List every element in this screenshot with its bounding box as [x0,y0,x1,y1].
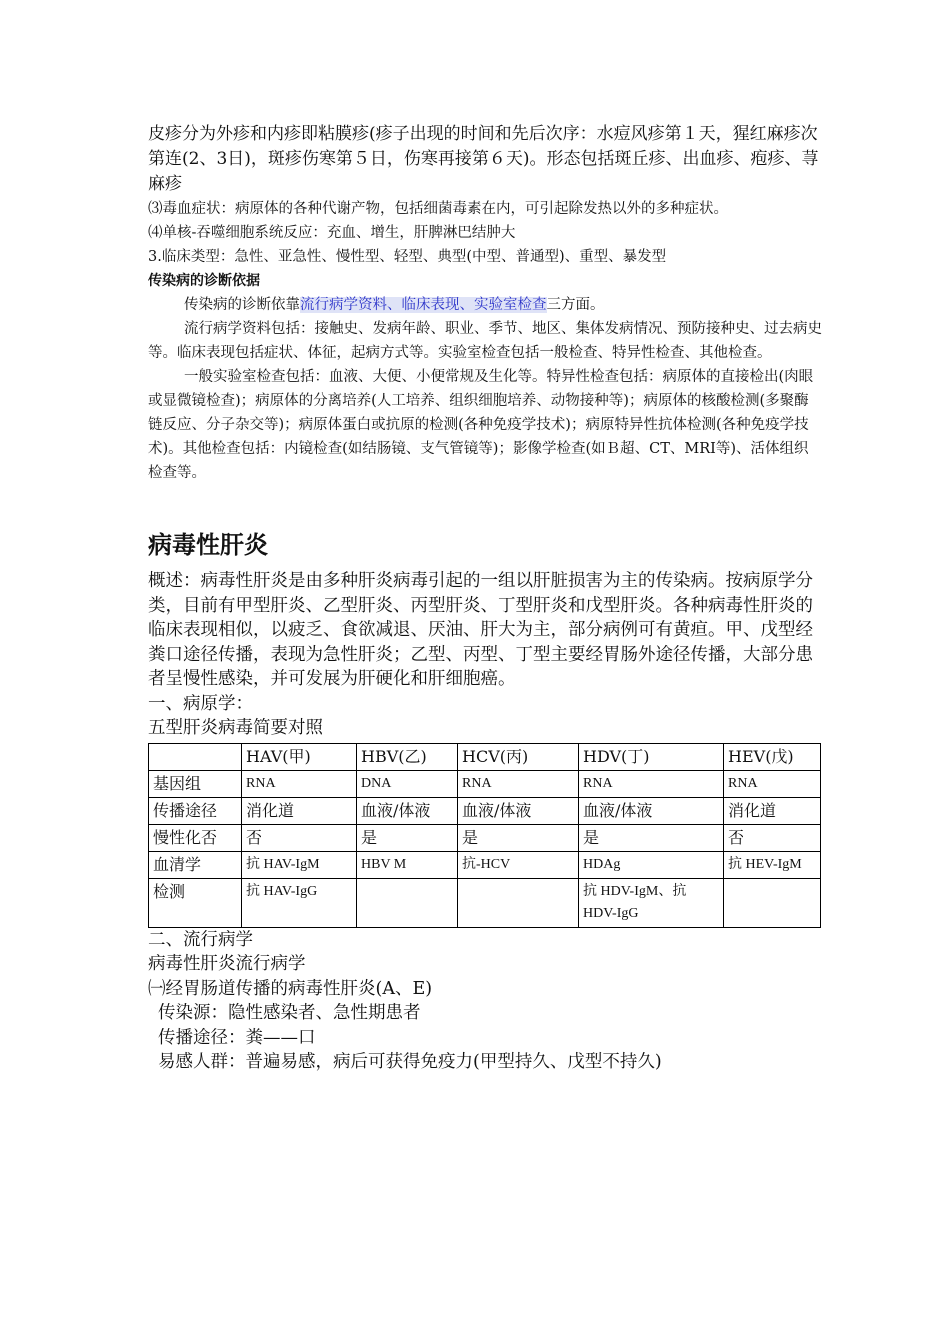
table-cell: 消化道 [242,797,357,824]
table-cell: 否 [724,824,821,851]
table-cell: 否 [242,824,357,851]
table-cell: DNA [357,770,458,797]
paragraph-diagnosis-basis [148,293,823,317]
document-page [148,122,823,1075]
subheading-epidemiology: 病毒性肝炎流行病学 [148,954,306,974]
table-caption: 五型肝炎病毒简要对照 [148,718,323,738]
table-cell: 血液/体液 [357,797,458,824]
table-cell [724,878,821,927]
heading-etiology: 一、病原学： [148,693,253,714]
table-header-cell: HCV(丙) [458,743,579,770]
hepatitis-virus-table [148,743,821,928]
table-cell: 是 [458,824,579,851]
table-cell: 血液/体液 [458,797,579,824]
table-header-cell [149,743,242,770]
paragraph-clinical-types: 3.临床类型：急性、亚急性、慢性型、轻型、典型(中型、普通型)、重型、暴发型 [148,249,667,265]
table-cell: 抗 HAV-IgM [242,851,357,878]
table-cell [458,878,579,927]
table-header-cell: HDV(丁) [579,743,724,770]
table-cell: RNA [458,770,579,797]
table-cell: 血液/体液 [579,797,724,824]
table-cell [357,878,458,927]
paragraph-epidemiology-data: 流行病学资料包括：接触史、发病年龄、职业、季节、地区、集体发病情况、预防接种史、过去病史等。临床表现包括症状、体征，起病方式等。实验室检查包括一般检查、特异性检查、其他检查。 [148,321,822,361]
table-cell: 消化道 [724,797,821,824]
table-cell: 抗 HAV-IgG [242,878,357,927]
paragraph-toxemia: ⑶毒血症状：病原体的各种代谢产物，包括细菌毒素在内，可引起除发热以外的多种症状。 [148,201,728,217]
table-cell: RNA [242,770,357,797]
paragraph-lab-tests: 一般实验室检查包括：血液、大便、小便常规及生化等。特异性检查包括：病原体的直接检出(肉眼或显微镜检查)；病原体的分离培养(人工培养、组织细胞培养、动物接种等)；病原体的核酸检测(多聚酶链反应、分子杂交等)；病原体蛋白或抗原的检测(各种免疫学技术)；病原特异性抗体检测(各种免疫学技术)。其他检查包括：内镜检查(如结肠镜、支气管镜等)；影像学检查(如Ｂ超、CT、MRI等)、活体组织检查等。 [148,369,814,481]
table-row [149,770,821,797]
susceptible-population: 易感人群：普遍易感，病后可获得免疫力(甲型持久、戊型不持久) [158,1052,662,1072]
table-row [149,797,821,824]
table-header-row [149,743,821,770]
table-cell: 血清学 [149,851,242,878]
diagnosis-text-post: 三方面。 [546,297,605,313]
subheading-enteric: ㈠经胃肠道传播的病毒性肝炎(A、E) [148,978,433,999]
table-cell: 抗 HDV-IgM、抗 HDV-IgG [579,878,724,927]
table-cell: 基因组 [149,770,242,797]
paragraph-rash: 皮疹分为外疹和内疹即粘膜疹(疹子出现的时间和先后次序：水痘风疹第１天，猩红麻疹次第连(2、3日)，斑疹伤寒第５日，伤寒再接第６天)。形态包括斑丘疹、出血疹、疱疹、荨麻疹 [148,124,819,194]
table-header-cell: HBV(乙) [357,743,458,770]
heading-epidemiology: 二、流行病学 [148,929,253,950]
table-cell: 抗 HEV-IgM [724,851,821,878]
table-row [149,824,821,851]
table-header-cell: HAV(甲) [242,743,357,770]
table-cell: 是 [357,824,458,851]
table-cell: HBV M [357,851,458,878]
table-cell: 传播途径 [149,797,242,824]
section-title-viral-hepatitis: 病毒性肝炎 [148,531,268,559]
table-row [149,851,821,878]
table-cell: 是 [579,824,724,851]
paragraph-overview: 概述：病毒性肝炎是由多种肝炎病毒引起的一组以肝脏损害为主的传染病。按病原学分类，目前有甲型肝炎、乙型肝炎、丙型肝炎、丁型肝炎和戊型肝炎。各种病毒性肝炎的临床表现相似，以疲乏、食欲减退、厌油、肝大为主，部分病例可有黄疸。甲、戊型经粪口途径传播，表现为急性肝炎；乙型、丙型、丁型主要经胃肠外途径传播，大部分患者呈慢性感染，并可发展为肝硬化和肝细胞癌。 [148,571,813,689]
transmission-route: 传播途径：粪——口 [158,1027,316,1048]
diagnosis-text-pre: 传染病的诊断依靠 [184,297,300,313]
paragraph-mononuclear: ⑷单核-吞噬细胞系统反应：充血、增生，肝脾淋巴结肿大 [148,225,516,241]
table-cell: 慢性化否 [149,824,242,851]
table-header-cell: HEV(戊) [724,743,821,770]
table-cell: 抗-HCV [458,851,579,878]
heading-diagnosis: 传染病的诊断依据 [148,273,260,289]
table-cell: RNA [724,770,821,797]
infection-source: 传染源：隐性感染者、急性期患者 [158,1003,421,1023]
table-cell: 检测 [149,878,242,927]
table-row [149,878,821,927]
table-cell: HDAg [579,851,724,878]
table-cell: RNA [579,770,724,797]
highlighted-text: 流行病学资料、临床表现、实验室检查 [300,297,547,313]
